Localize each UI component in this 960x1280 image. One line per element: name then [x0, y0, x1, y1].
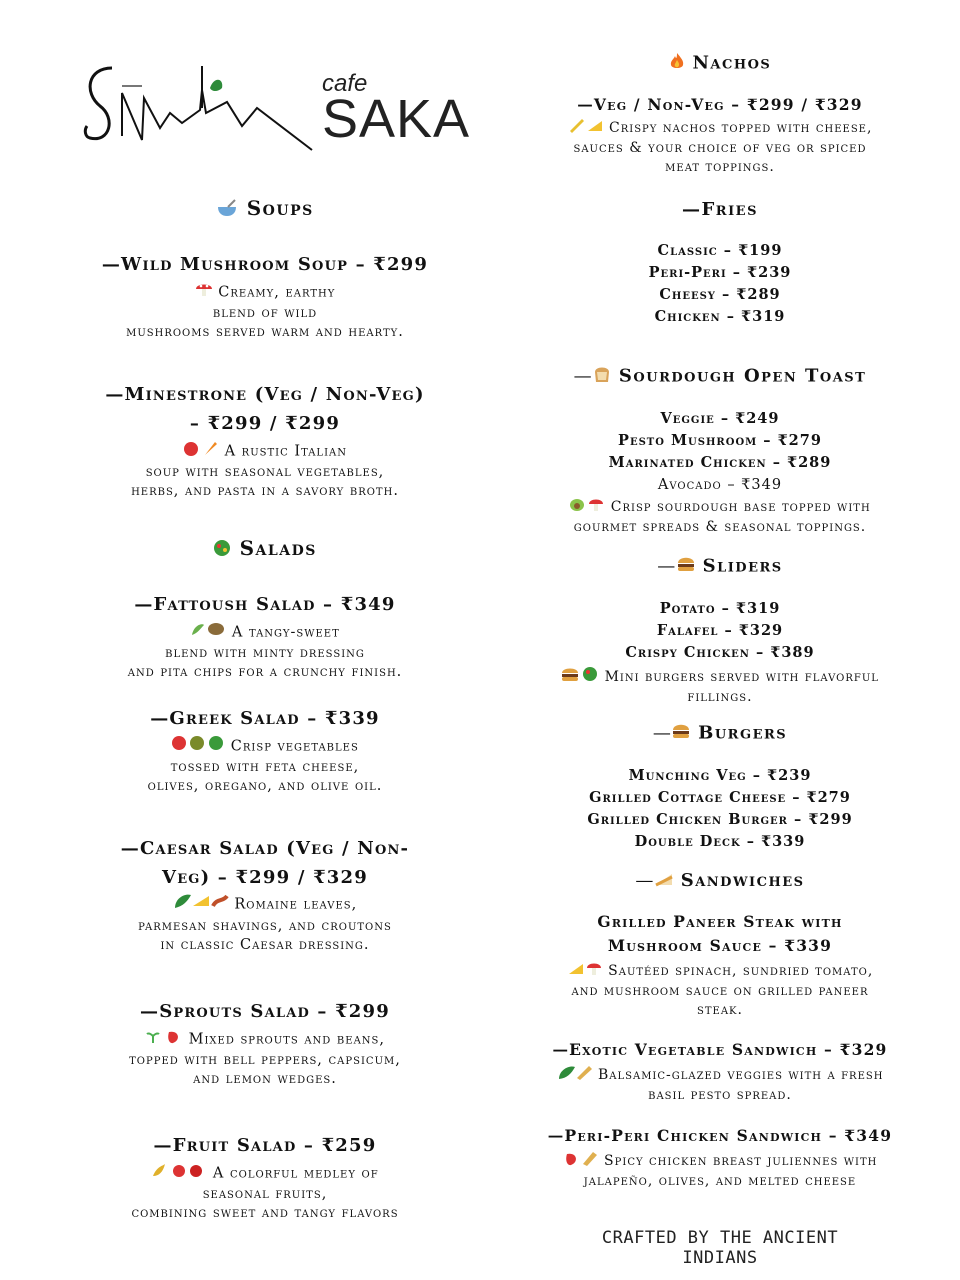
fruits-icon [151, 1162, 207, 1185]
item-title-price: Mushroom Sauce – ₹339 [607, 936, 833, 955]
sandwich-item [510, 910, 930, 1020]
toast-desc: Crisp sourdough base topped with gourmet spreads & seasonal toppings. [510, 496, 930, 537]
item-title: —Minestrone (Veg / Non-Veg) [105, 384, 425, 405]
toast-heading: — Sourdough Open Toast [573, 365, 867, 387]
sliders-title: Sliders [702, 555, 783, 577]
burgers-list [510, 765, 930, 853]
menu-line: Veggie – ₹249 [660, 410, 780, 427]
item-title: —Fruit Salad – ₹259 [153, 1135, 377, 1156]
sliders-list [510, 598, 930, 664]
corn-cheese-icon [568, 117, 604, 139]
item-title: —Exotic Vegetable Sandwich – ₹329 [552, 1040, 888, 1059]
item-desc: Creamy, earthy blend of wild mushrooms served warm and hearty. [60, 281, 470, 343]
toast-section [510, 365, 930, 537]
sandwiches-title: Sandwiches [680, 870, 805, 891]
item-desc: Romaine leaves, parmesan shavings, and croutons in classic Caesar dressing. [60, 892, 470, 956]
menu-line: Falafel – ₹329 [656, 622, 784, 639]
sandwich-item [510, 1124, 930, 1191]
tomato-carrot-icon [183, 440, 219, 463]
salads-title: Salads [239, 536, 317, 560]
item-desc: Spicy chicken breast juliennes with jalapeño, olives, and melted cheese [510, 1150, 930, 1191]
nachos-section [510, 52, 930, 177]
item-desc: A tangy-sweet blend with minty dressing and pita chips for a crunchy finish. [60, 621, 470, 683]
nachos-item: —Veg / Non-Veg – ₹299 / ₹329 [577, 95, 863, 114]
menu-line: Crispy Chicken – ₹389 [625, 644, 815, 661]
item-title: —Caesar Salad (Veg / Non- [120, 838, 410, 859]
tomato-olive-salad-icon [171, 735, 225, 758]
fries-section [510, 199, 930, 328]
item-desc: Crisp vegetables tossed with feta cheese, olives, oregano, and olive oil. [60, 735, 470, 797]
burgers-title: Burgers [698, 722, 788, 744]
menu-line: Grilled Chicken Burger – ₹299 [587, 811, 853, 828]
item-title-price: – ₹299 / ₹299 [189, 413, 341, 434]
salad-item [60, 997, 470, 1090]
footer-credit: CRAFTED BY THE ANCIENT INDIANS [601, 1228, 839, 1268]
item-title: —Greek Salad – ₹339 [150, 708, 380, 729]
menu-line: Munching Veg – ₹239 [628, 767, 812, 784]
sandwich-icon [655, 871, 673, 892]
soups-section [60, 196, 470, 222]
menu-line: Potato – ₹319 [659, 600, 781, 617]
nachos-title: Nachos [692, 52, 772, 74]
mushroom-icon [195, 281, 213, 304]
item-desc: A colorful medley of seasonal fruits, combining sweet and tangy flavors [60, 1162, 470, 1224]
soups-title: Soups [246, 196, 314, 220]
bread-icon [593, 365, 611, 388]
bowl-icon [216, 198, 238, 222]
menu-line: Chicken – ₹319 [654, 308, 786, 325]
salad-item [60, 704, 470, 797]
toast-list [510, 408, 930, 496]
salad-item [60, 834, 470, 956]
leaf-bread-icon [557, 1064, 593, 1086]
item-title: —Fattoush Salad – ₹349 [134, 594, 396, 615]
sandwich-item [510, 1038, 930, 1105]
menu-line: Cheesy – ₹289 [659, 286, 781, 303]
salads-heading [60, 536, 470, 562]
item-desc: A rustic Italian soup with seasonal vegetables, herbs, and pasta in a savory broth. [60, 440, 470, 502]
soup-item [60, 250, 470, 343]
item-title: —Wild Mushroom Soup – ₹299 [101, 254, 429, 275]
saka-line-logo [82, 58, 322, 158]
item-desc: Balsamic-glazed veggies with a fresh basil pesto spread. [510, 1064, 930, 1105]
pepper-bread-icon [563, 1150, 599, 1172]
nachos-heading [510, 52, 930, 75]
salad-item [60, 1131, 470, 1224]
brand-cafe-text: cafe [322, 70, 368, 97]
salad-item [60, 590, 470, 683]
item-desc: Sautéed spinach, sundried tomato, and mushroom sauce on grilled paneer steak. [510, 960, 930, 1020]
menu-line: Peri-Peri – ₹239 [648, 264, 792, 281]
brand-saka-text: SAKA [322, 89, 471, 149]
sprout-pepper-icon [145, 1028, 183, 1051]
fries-list [510, 240, 930, 328]
sliders-desc: Mini burgers served with flavorful fillings. [510, 666, 930, 707]
sliders-section [510, 555, 930, 707]
herb-olive-icon [190, 621, 226, 644]
burger-icon [677, 555, 695, 578]
burgers-section [510, 722, 930, 853]
cheese-mushroom-icon [567, 960, 603, 982]
menu-line: Grilled Cottage Cheese – ₹279 [589, 789, 851, 806]
lettuce-cheese-bacon-icon [173, 892, 229, 917]
menu-line: Pesto Mushroom – ₹279 [618, 432, 822, 449]
item-desc: Mixed sprouts and beans, topped with bell peppers, capsicum, and lemon wedges. [60, 1028, 470, 1090]
salad-bowl-icon [213, 538, 231, 562]
item-title: —Peri-Peri Chicken Sandwich – ₹349 [547, 1126, 893, 1145]
burger-icon [672, 722, 690, 745]
fire-icon [669, 52, 685, 75]
menu-line: Classic – ₹199 [657, 242, 783, 259]
sliders-heading: — Sliders [657, 555, 783, 577]
nachos-desc: Crispy nachos topped with cheese, sauces & your choice of veg or spiced meat toppings. [510, 117, 930, 177]
sandwiches-section [510, 870, 930, 892]
menu-line: Avocado – ₹349 [657, 477, 783, 493]
burger-salad-icon [561, 666, 599, 688]
soup-item [60, 380, 470, 502]
avocado-mushroom-icon [569, 496, 605, 518]
item-title: Grilled Paneer Steak with [597, 912, 843, 931]
toast-title: Sourdough Open Toast [618, 365, 867, 387]
item-title: —Sprouts Salad – ₹299 [140, 1001, 390, 1022]
burgers-heading: — Burgers [652, 722, 788, 744]
menu-line: Marinated Chicken – ₹289 [608, 454, 832, 471]
soups-heading [60, 196, 470, 222]
item-title-price: Veg) – ₹299 / ₹329 [162, 867, 368, 888]
sandwiches-heading: — Sandwiches [635, 870, 805, 891]
salads-section [60, 536, 470, 562]
menu-line: Double Deck – ₹339 [634, 833, 806, 850]
fries-heading: —Fries [682, 199, 758, 220]
